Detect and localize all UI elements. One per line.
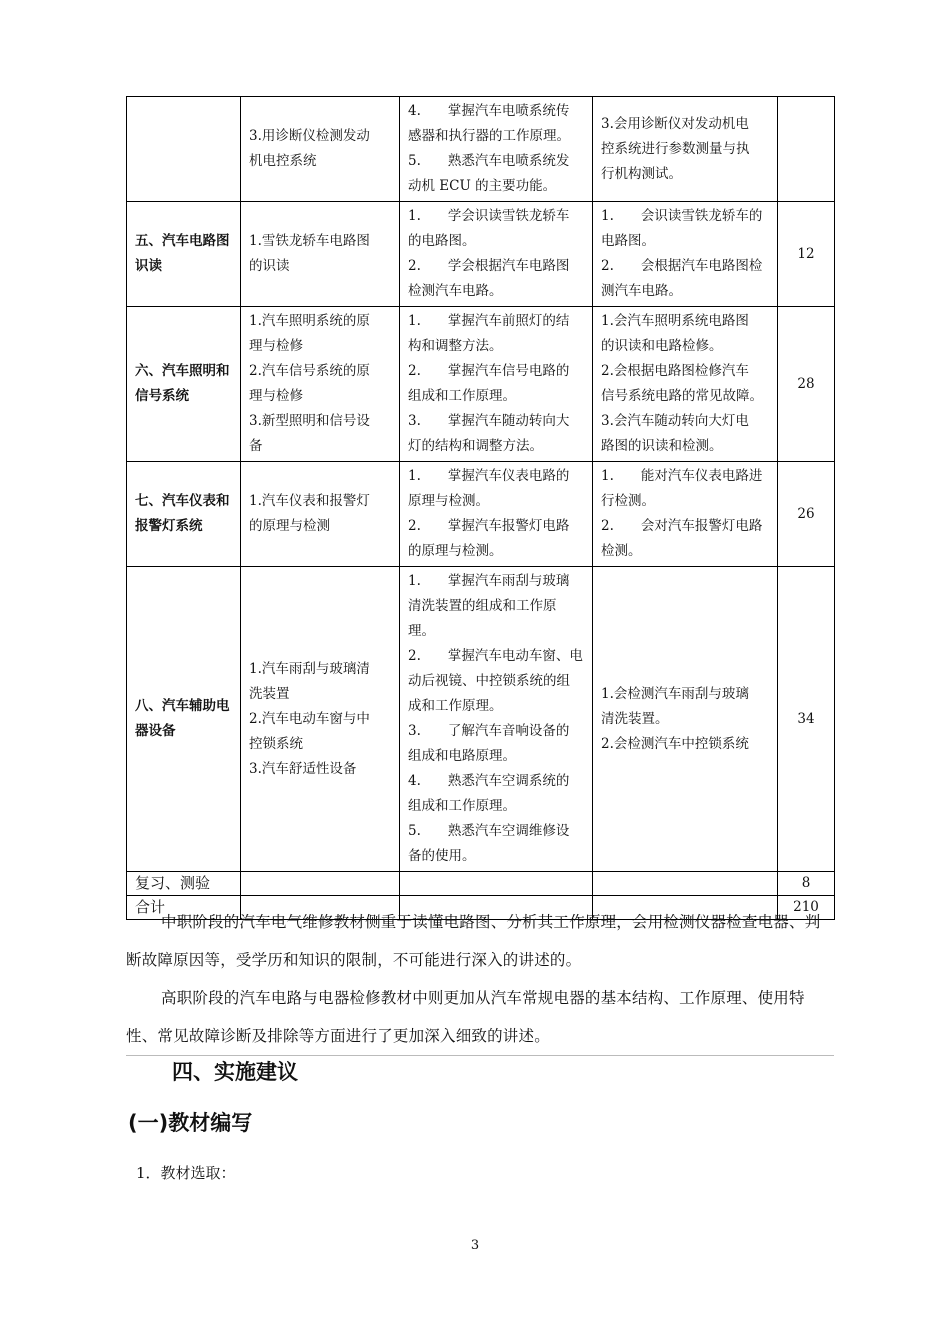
knowledge-cell-line: 清洗装置的组成和工作原 xyxy=(408,598,557,614)
curriculum-table xyxy=(126,96,835,920)
total-label: 合计 xyxy=(127,896,241,920)
content-cell-line: 3.汽车舒适性设备 xyxy=(249,760,357,777)
hours-cell xyxy=(778,97,835,202)
skills-cell-line: 路图的识读和检测。 xyxy=(601,438,723,454)
content-cell xyxy=(241,307,400,462)
knowledge-cell-line: 3. 了解汽车音响设备的 xyxy=(408,723,570,739)
skills-cell-line: 测汽车电路。 xyxy=(601,283,682,299)
skills-cell xyxy=(593,202,778,307)
page-number: 3 xyxy=(470,1238,480,1253)
knowledge-cell-line: 4. 熟悉汽车空调系统的 xyxy=(408,773,570,789)
review-label: 复习、测验 xyxy=(127,872,241,896)
knowledge-cell-line: 4. 掌握汽车电喷系统传 xyxy=(408,103,570,119)
review-hours: 8 xyxy=(778,872,835,896)
knowledge-cell-line: 备的使用。 xyxy=(408,848,476,864)
content-cell-line: 理与检修 xyxy=(249,338,303,354)
knowledge-cell-line: 组成和工作原理。 xyxy=(408,798,516,814)
knowledge-cell-line: 的原理与检测。 xyxy=(408,543,503,559)
knowledge-cell xyxy=(400,97,593,202)
topic-cell: 六、汽车照明和信号系统 xyxy=(127,307,241,462)
review-row xyxy=(127,872,835,896)
knowledge-cell xyxy=(400,307,593,462)
table-row xyxy=(127,202,835,307)
knowledge-cell-line: 2. 掌握汽车报警灯电路 xyxy=(408,518,570,534)
hours-cell: 12 xyxy=(778,202,835,307)
content-cell-line: 3.用诊断仪检测发动 xyxy=(249,128,370,144)
skills-cell xyxy=(593,307,778,462)
knowledge-cell-line: 2. 掌握汽车信号电路的 xyxy=(408,363,570,379)
knowledge-cell-line: 1. 掌握汽车雨刮与玻璃 xyxy=(408,573,570,589)
table-row xyxy=(127,462,835,567)
knowledge-cell-line: 1. 掌握汽车前照灯的结 xyxy=(408,313,570,329)
topic-cell xyxy=(127,97,241,202)
skills-cell-line: 1. 会识读雪铁龙轿车的 xyxy=(601,208,763,224)
content-cell xyxy=(241,202,400,307)
section-heading-implementation: 四、实施建议 xyxy=(172,1060,298,1084)
skills-cell xyxy=(593,462,778,567)
content-cell-line: 理与检修 xyxy=(249,388,303,404)
skills-cell xyxy=(593,567,778,872)
paragraph-secondary-vocational: 中职阶段的汽车电气维修教材侧重于读懂电路图、分析其工作原理，会用检测仪器检查电器、判断故障原因等，受学历和知识的限制，不可能进行深入的讲述的。 xyxy=(126,913,821,969)
knowledge-cell-line: 成和工作原理。 xyxy=(408,698,503,714)
content-cell-line: 2.汽车信号系统的原 xyxy=(249,363,370,379)
skills-cell-line: 行机构测试。 xyxy=(601,165,682,182)
knowledge-cell-line: 组成和工作原理。 xyxy=(408,388,516,404)
paragraph-higher-vocational: 高职阶段的汽车电路与电器检修教材中则更加从汽车常规电器的基本结构、工作原理、使用特性、常见故障诊断及排除等方面进行了更加深入细致的讲述。 xyxy=(126,979,834,1056)
skills-cell-line: 信号系统电路的常见故障。 xyxy=(601,388,763,404)
curriculum-table-body xyxy=(127,97,835,872)
skills-cell xyxy=(593,97,778,202)
content-cell-line: 1.汽车照明系统的原 xyxy=(249,313,370,329)
knowledge-cell-line: 感器和执行器的工作原理。 xyxy=(408,128,570,144)
total-hours: 210 xyxy=(778,896,835,920)
content-cell-line: 1.雪铁龙轿车电路图 xyxy=(249,233,370,249)
skills-cell-line: 3.会用诊断仪对发动机电 xyxy=(601,115,749,132)
content-cell xyxy=(241,462,400,567)
table-row xyxy=(127,97,835,202)
knowledge-cell-line: 2. 学会根据汽车电路图 xyxy=(408,258,570,274)
skills-cell-line: 2.会检测汽车中控锁系统 xyxy=(601,735,749,752)
skills-cell-line: 2.会根据电路图检修汽车 xyxy=(601,363,749,379)
topic-cell: 五、汽车电路图识读 xyxy=(127,202,241,307)
skills-cell-line: 行检测。 xyxy=(601,493,655,509)
knowledge-cell xyxy=(400,567,593,872)
knowledge-cell-line: 2. 掌握汽车电动车窗、电 xyxy=(408,648,583,664)
skills-cell-line: 2. 会对汽车报警灯电路 xyxy=(601,518,763,534)
skills-cell-line: 电路图。 xyxy=(601,233,655,249)
topic-cell: 八、汽车辅助电器设备 xyxy=(127,567,241,872)
content-cell xyxy=(241,567,400,872)
content-cell-line: 机电控系统 xyxy=(249,153,317,169)
knowledge-cell-line: 理。 xyxy=(408,623,435,639)
content-cell-line: 的原理与检测 xyxy=(249,518,330,534)
knowledge-cell-line: 1. 掌握汽车仪表电路的 xyxy=(408,468,570,484)
content-cell-line: 1.汽车雨刮与玻璃清 xyxy=(249,660,370,677)
skills-cell-line: 控系统进行参数测量与执 xyxy=(601,140,750,157)
content-cell-line: 2.汽车电动车窗与中 xyxy=(249,710,370,727)
skills-cell-line: 检测。 xyxy=(601,543,642,559)
skills-cell-line: 的识读和电路检修。 xyxy=(601,338,723,354)
skills-cell-line: 3.会汽车随动转向大灯电 xyxy=(601,413,749,429)
knowledge-cell-line: 5. 熟悉汽车空调维修设 xyxy=(408,823,570,839)
content-cell-line: 的识读 xyxy=(249,258,290,274)
knowledge-cell xyxy=(400,462,593,567)
list-item-textbook-selection: 1．教材选取： xyxy=(136,1164,236,1182)
knowledge-cell-line: 3. 掌握汽车随动转向大 xyxy=(408,413,570,429)
knowledge-cell-line: 组成和电路原理。 xyxy=(408,748,516,764)
subsection-heading-textbook: (一)教材编写 xyxy=(128,1111,253,1135)
hours-cell: 26 xyxy=(778,462,835,567)
content-cell-line: 备 xyxy=(249,438,263,454)
content-cell-line: 1.汽车仪表和报警灯 xyxy=(249,493,370,509)
skills-cell-line: 清洗装置。 xyxy=(601,710,669,727)
knowledge-cell-line: 原理与检测。 xyxy=(408,493,489,509)
knowledge-cell-line: 构和调整方法。 xyxy=(408,338,503,354)
knowledge-cell-line: 灯的结构和调整方法。 xyxy=(408,438,543,454)
knowledge-cell-line: 动后视镜、中控锁系统的组 xyxy=(408,673,570,689)
skills-cell-line: 2. 会根据汽车电路图检 xyxy=(601,258,763,274)
topic-cell: 七、汽车仪表和报警灯系统 xyxy=(127,462,241,567)
knowledge-cell-line: 检测汽车电路。 xyxy=(408,283,503,299)
skills-cell-line: 1.会检测汽车雨刮与玻璃 xyxy=(601,685,749,702)
knowledge-cell xyxy=(400,202,593,307)
content-cell-line: 洗装置 xyxy=(249,685,290,702)
hours-cell: 34 xyxy=(778,567,835,872)
knowledge-cell-line: 1. 学会识读雪铁龙轿车 xyxy=(408,208,570,224)
table-row xyxy=(127,567,835,872)
table-row xyxy=(127,307,835,462)
content-cell-line: 控锁系统 xyxy=(249,735,303,752)
knowledge-cell-line: 5. 熟悉汽车电喷系统发 xyxy=(408,153,570,169)
knowledge-cell-line: 的电路图。 xyxy=(408,233,476,249)
content-cell xyxy=(241,97,400,202)
content-cell-line: 3.新型照明和信号设 xyxy=(249,413,370,429)
knowledge-cell-line: 动机 ECU 的主要功能。 xyxy=(408,178,557,194)
skills-cell-line: 1. 能对汽车仪表电路进 xyxy=(601,468,763,484)
skills-cell-line: 1.会汽车照明系统电路图 xyxy=(601,313,749,329)
hours-cell: 28 xyxy=(778,307,835,462)
